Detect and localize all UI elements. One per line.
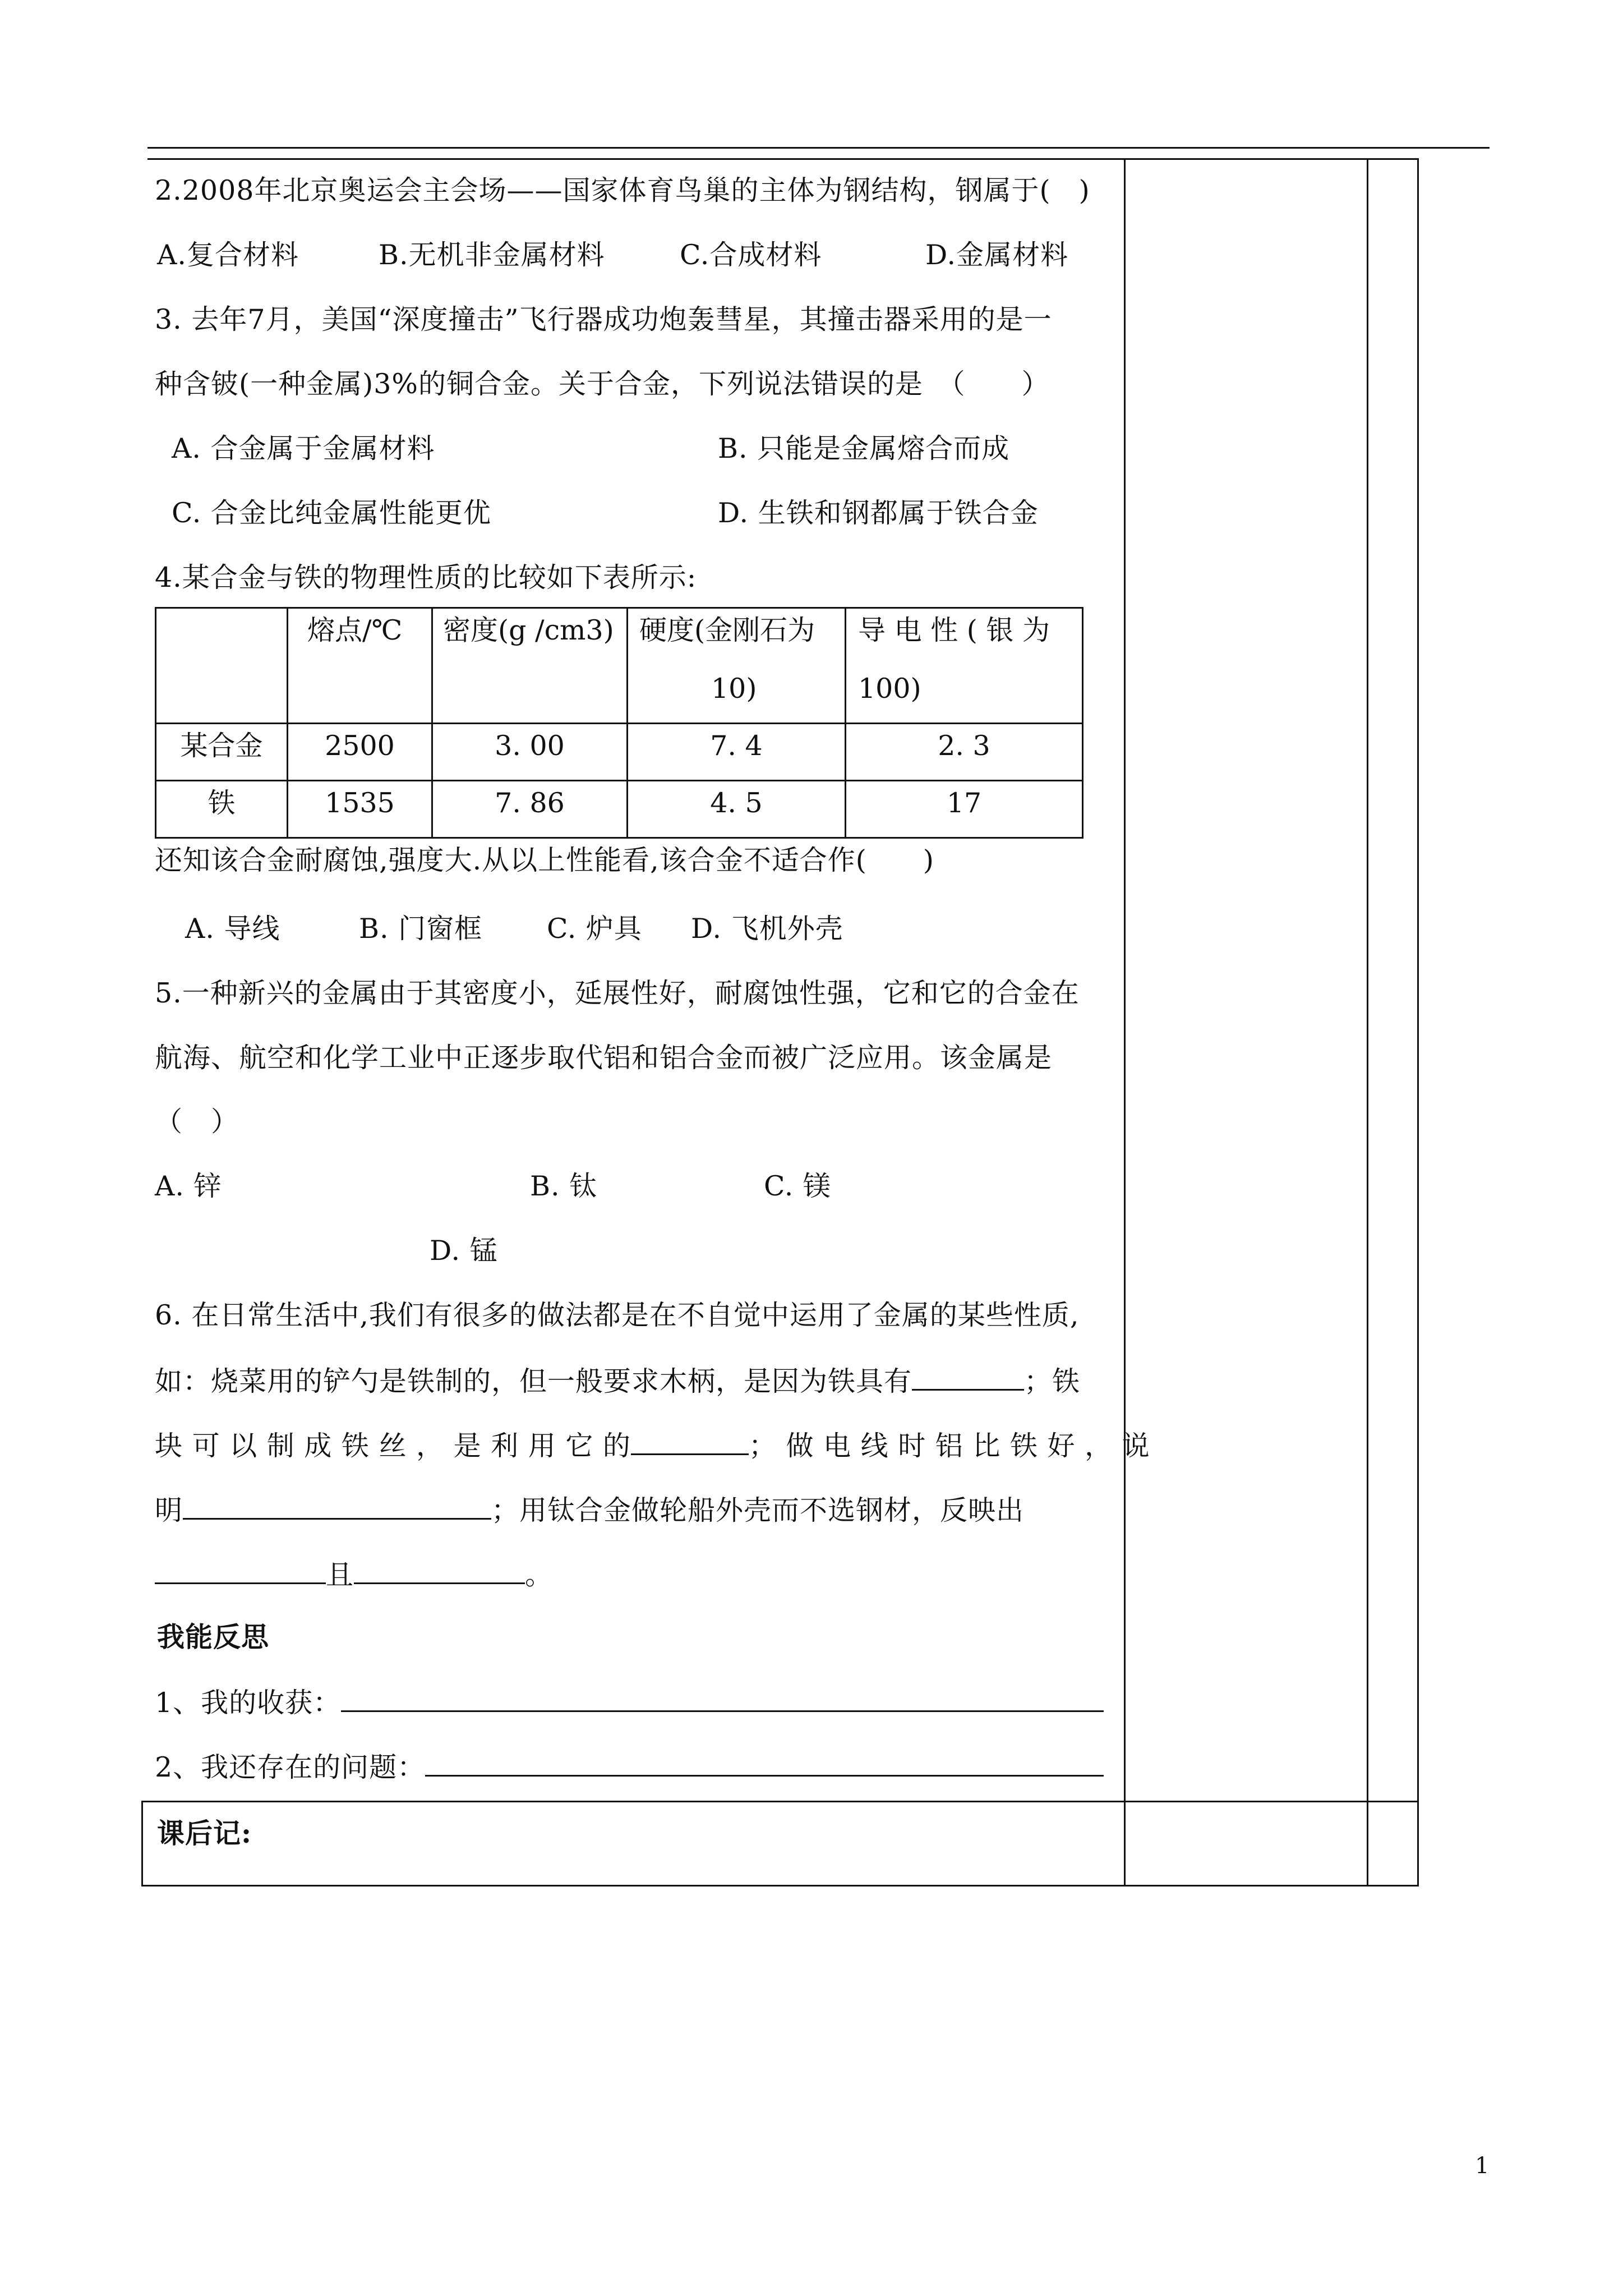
q6-line5-text-b: 。 <box>525 1559 554 1591</box>
q4-option-c: C. 炉具 <box>547 913 642 945</box>
q4-option-d: D. 飞机外壳 <box>691 913 843 945</box>
frame-col-divider-2 <box>1367 158 1368 1886</box>
q3-option-a: A. 合金属于金属材料 <box>172 432 435 464</box>
prop-row-alloy-name: 某合金 <box>180 730 263 762</box>
q2-option-b: B.无机非金属材料 <box>379 239 605 271</box>
q5-stem-line1: 5.一种新兴的金属由于其密度小，延展性好，耐腐蚀性强，它和它的合金在 <box>155 977 1080 1009</box>
q2-option-a: A.复合材料 <box>157 239 299 271</box>
q5-option-d: D. 锰 <box>430 1235 498 1267</box>
prop-table-top <box>155 607 1083 609</box>
reflect-answer-line-1[interactable] <box>341 1685 1104 1712</box>
frame-mid-line <box>141 1801 1419 1802</box>
q6-line3-text-b: ； 做 电 线 时 铝 比 铁 好 ， 说 <box>748 1430 1150 1462</box>
prop-row-iron-density: 7. 86 <box>495 787 565 819</box>
frame-bottom-line <box>141 1885 1419 1887</box>
reflect-item-2 <box>155 1749 1104 1784</box>
prop-row-alloy-melting: 2500 <box>325 730 395 762</box>
q4-note: 还知该合金耐腐蚀,强度大.从以上性能看,该合金不适合作( ) <box>155 844 934 876</box>
prop-row-alloy-conductivity: 2. 3 <box>938 730 990 762</box>
prop-header-hardness-cont: 10) <box>711 673 757 705</box>
q6-stem-line5 <box>155 1557 553 1592</box>
q3-stem-line1: 3. 去年7月，美国“深度撞击”飞行器成功炮轰彗星，其撞击器采用的是一 <box>155 303 1052 335</box>
q6-stem-line1: 6. 在日常生活中,我们有很多的做法都是在不自觉中运用了金属的某些性质, <box>155 1299 1080 1331</box>
q6-stem-line3 <box>155 1428 1150 1463</box>
q6-answer-blank-2[interactable] <box>631 1428 749 1455</box>
prop-table-col5 <box>1082 607 1083 839</box>
frame-col-divider-1 <box>1124 158 1126 1886</box>
q6-line2-text-b: ；铁 <box>1024 1365 1081 1397</box>
q3-option-c: C. 合金比纯金属性能更优 <box>172 497 491 529</box>
prop-header-hardness: 硬度(金刚石为 <box>639 614 815 646</box>
q6-line4-text-b: ；用钛合金做轮船外壳而不选钢材，反映出 <box>491 1494 1025 1526</box>
q4-option-b: B. 门窗框 <box>359 913 483 945</box>
frame-right-line <box>1417 158 1419 1886</box>
q2-option-c: C.合成材料 <box>680 239 822 271</box>
reflect-answer-line-2[interactable] <box>425 1749 1104 1777</box>
q6-line4-text-a: 明 <box>155 1494 183 1526</box>
prop-table-row2 <box>155 780 1083 781</box>
prop-header-density: 密度(g /cm3) <box>443 614 614 646</box>
reflect-item-2-label: 2、我还存在的问题： <box>155 1751 426 1783</box>
q6-line5-text-a: 且 <box>326 1559 354 1591</box>
q5-stem-line3: （ ） <box>155 1106 239 1138</box>
prop-row-iron-name: 铁 <box>208 787 236 819</box>
page-number: 1 <box>1475 2153 1490 2179</box>
q6-stem-line4 <box>155 1492 1024 1527</box>
q5-option-a: A. 锌 <box>155 1170 222 1202</box>
header-rule <box>147 147 1490 149</box>
q5-option-c: C. 镁 <box>764 1170 831 1202</box>
reflect-item-1-label: 1、我的收获： <box>155 1687 342 1719</box>
frame-top-line <box>147 158 1419 160</box>
prop-row-iron-hardness: 4. 5 <box>710 787 763 819</box>
prop-header-conductivity: 导 电 性 ( 银 为 <box>858 614 1050 646</box>
q3-stem-line2: 种含铍(一种金属)3%的铜合金。关于合金，下列说法错误的是 （ ） <box>155 368 1050 400</box>
q6-line2-text-a: 如：烧菜用的铲勺是铁制的，但一般要求木柄，是因为铁具有 <box>155 1365 912 1397</box>
q5-stem-line2: 航海、航空和化学工业中正逐步取代铝和铝合金而被广泛应用。该金属是 <box>155 1042 1053 1074</box>
q6-stem-line2 <box>155 1363 1080 1398</box>
prop-table-row1 <box>155 723 1083 724</box>
prop-row-iron-melting: 1535 <box>325 787 395 819</box>
reflect-item-1 <box>155 1685 1104 1720</box>
q4-option-a: A. 导线 <box>185 913 280 945</box>
q6-answer-blank-4[interactable] <box>155 1557 326 1584</box>
q2-stem: 2.2008年北京奥运会主会场——国家体育鸟巢的主体为钢结构，钢属于( ) <box>155 174 1090 206</box>
prop-table-bottom <box>155 837 1083 839</box>
prop-header-conductivity-cont: 100) <box>858 673 921 705</box>
prop-header-melting: 熔点/℃ <box>307 614 403 646</box>
reflect-title: 我能反思 <box>157 1621 270 1653</box>
q6-answer-blank-3[interactable] <box>183 1492 491 1520</box>
q6-answer-blank-5[interactable] <box>354 1557 525 1584</box>
prop-row-alloy-hardness: 7. 4 <box>710 730 763 762</box>
q2-option-d: D.金属材料 <box>925 239 1069 271</box>
q6-line3-text-a: 块 可 以 制 成 铁 丝 ， 是 利 用 它 的 <box>155 1430 631 1462</box>
q5-option-b: B. 钛 <box>530 1170 598 1202</box>
prop-row-iron-conductivity: 17 <box>946 787 982 819</box>
frame-left-line <box>141 1801 143 1886</box>
q3-option-b: B. 只能是金属熔合而成 <box>718 432 1010 464</box>
prop-row-alloy-density: 3. 00 <box>495 730 565 762</box>
q4-stem: 4.某合金与铁的物理性质的比较如下表所示: <box>155 562 697 593</box>
notes-title: 课后记: <box>157 1817 252 1849</box>
q6-answer-blank-1[interactable] <box>912 1363 1024 1391</box>
q3-option-d: D. 生铁和钢都属于铁合金 <box>718 497 1039 529</box>
